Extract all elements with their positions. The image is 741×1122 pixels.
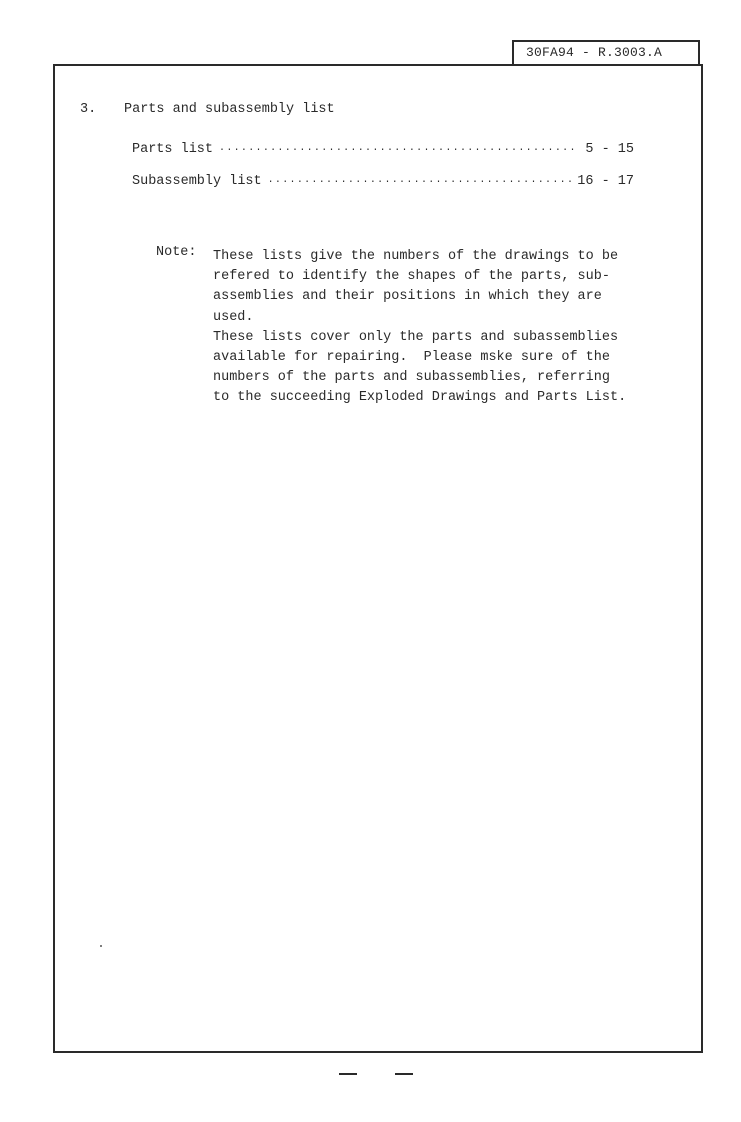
toc-leader bbox=[219, 145, 579, 156]
toc-row-parts-list bbox=[132, 142, 634, 157]
toc-pages: 16 - 17 bbox=[577, 174, 634, 189]
document-number: 30FA94 - R.3003.A bbox=[512, 40, 700, 65]
footer-dash bbox=[339, 1073, 357, 1075]
note-line: These lists cover only the parts and subassemblies bbox=[213, 329, 619, 345]
toc-row-subassembly-list bbox=[132, 174, 634, 189]
note-line: refered to identify the shapes of the parts, sub- bbox=[213, 269, 610, 285]
section-heading bbox=[80, 102, 335, 117]
note-line: used. bbox=[213, 309, 254, 325]
section-title: Parts and subassembly list bbox=[124, 102, 335, 117]
page-frame bbox=[53, 64, 703, 1053]
note-line: to the succeeding Exploded Drawings and Parts List. bbox=[213, 390, 627, 406]
footer-dash bbox=[395, 1073, 413, 1075]
section-number: 3. bbox=[80, 102, 97, 117]
toc-label: Parts list bbox=[132, 142, 214, 157]
note-line: assemblies and their positions in which they are bbox=[213, 289, 602, 305]
toc-pages: 5 - 15 bbox=[585, 142, 634, 157]
scan-speck bbox=[100, 945, 102, 947]
note-label: Note: bbox=[156, 245, 197, 260]
note-line: These lists give the numbers of the drawings to be bbox=[213, 249, 619, 264]
note-body bbox=[213, 245, 653, 411]
toc-leader bbox=[268, 177, 572, 188]
toc-label: Subassembly list bbox=[132, 174, 262, 189]
note-line: available for repairing. Please mske sure of the bbox=[213, 349, 610, 365]
note-line: numbers of the parts and subassemblies, referring bbox=[213, 370, 610, 386]
